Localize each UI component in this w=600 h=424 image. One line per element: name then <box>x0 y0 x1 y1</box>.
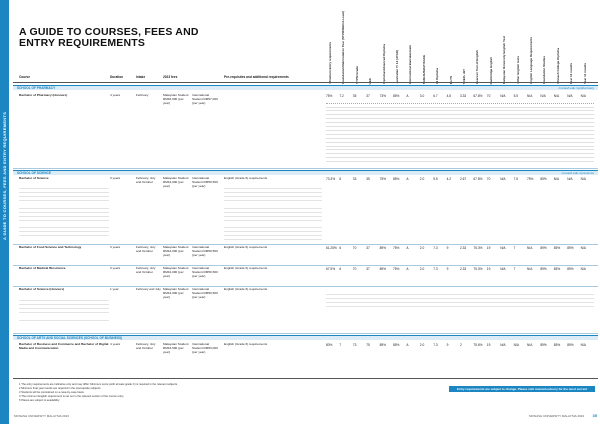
vertical-col-header <box>475 4 481 84</box>
value-cell: 67.5% <box>326 267 336 271</box>
vertical-col-header <box>368 4 374 84</box>
vertical-col-header <box>395 4 401 84</box>
vertical-col-label: SAM/AUSMAT/SACE <box>421 54 426 84</box>
value-cell: 6 <box>339 267 342 271</box>
fee-intl: International Student RM50,500 (per year) <box>192 245 218 257</box>
sidebar-strip <box>0 0 9 424</box>
fee-local: Malaysian Student RM43,500 (per year) <box>163 342 189 354</box>
footnote: 5 Places are subject to availability. <box>19 398 60 402</box>
duration: 4 years <box>110 342 121 346</box>
vertical-col-label: UEC <box>368 77 373 84</box>
vertical-col-label: Foundation/Matriculation Year (STPM/UEC/A-Level) <box>341 11 346 84</box>
value-cell: 70 <box>486 177 491 181</box>
section-link[interactable]: monash.edu.my/science <box>561 171 594 175</box>
value-cell: 9 <box>446 267 449 271</box>
value-cell: 75% <box>393 246 400 250</box>
vertical-col-label: English Language Requirements <box>529 37 533 84</box>
fee-intl: International Student RM53,000 (per year) <box>192 342 218 354</box>
section-link[interactable]: monash.edu.my/pharmacy <box>558 86 594 90</box>
value-cell: 9 <box>446 246 449 250</box>
entry: English (Grade 6) requirements <box>224 245 268 249</box>
page-number-right: 35 <box>592 413 597 418</box>
value-cell: N/A <box>580 267 586 271</box>
value-cell: 3.33 <box>460 94 467 98</box>
value-cell: N/A <box>580 246 586 250</box>
entry-notes <box>224 182 322 242</box>
section-name: SCHOOL OF PHARMACY <box>17 86 56 90</box>
values-row-1 <box>326 177 596 181</box>
value-cell: 89% <box>379 267 386 271</box>
vertical-col-label: Year 11 results <box>582 62 587 84</box>
duration: 4 years <box>110 93 121 97</box>
col-entry: Pre-requisites and additional requirements <box>224 75 289 79</box>
vertical-col-label: Malaysian University English Test <box>502 35 507 84</box>
value-cell: A <box>406 343 409 347</box>
value-cell: 73.3% <box>326 177 336 181</box>
value-cell: 19 <box>486 267 491 271</box>
sidebar-label: A GUIDE TO COURSES, FEES AND ENTRY REQUIREMENTS <box>2 111 7 240</box>
vertical-col-header <box>542 4 548 84</box>
col-fees: 2023 fees <box>163 75 178 79</box>
value-cell: 6.7 <box>433 94 438 98</box>
intake: February, July and October <box>136 176 156 184</box>
value-cell: 2.33 <box>460 246 467 250</box>
value-cell: N/A <box>500 246 506 250</box>
entry: English (Grade 6) requirements <box>224 176 268 180</box>
duration: 3 years <box>110 176 121 180</box>
vertical-col-header <box>502 4 508 84</box>
col-course: Course <box>19 75 30 79</box>
vertical-col-header <box>328 4 334 84</box>
vertical-col-header <box>408 4 414 84</box>
section-pharmacy <box>13 85 598 90</box>
value-cell: 4.2 <box>446 177 452 181</box>
vertical-col-label: International Baccalaureate <box>408 44 413 84</box>
fee-local: Malaysian Student RM46,000 (per year) <box>163 93 189 105</box>
footnote: 3 Students will be considered on a case-by-case basis. <box>19 390 85 394</box>
values-row-3 <box>326 267 596 271</box>
value-cell: 37 <box>366 246 370 250</box>
vertical-col-label: Other English tests <box>515 56 520 84</box>
fee-intl: International Student RM50,500 (per year) <box>192 287 218 299</box>
value-cell: 19 <box>486 343 491 347</box>
vertical-col-header <box>435 4 441 84</box>
value-cell: N/A <box>500 343 506 347</box>
value-cell: 7 <box>339 343 342 347</box>
specialisation-list <box>19 294 109 324</box>
vertical-col-label: Diploma/Advanced Diploma <box>381 44 386 84</box>
value-cell: 85% <box>393 177 400 181</box>
course-name: Bachelor of Science <box>19 176 49 180</box>
course-name: Bachelor of Science (Honours) <box>19 287 65 291</box>
entry: English (Grade 6) requirements <box>224 266 268 270</box>
value-cell: N/A <box>580 343 586 347</box>
pharmacy-notes <box>326 102 594 166</box>
vertical-col-label: IELTS <box>448 75 453 84</box>
value-cell: N/A <box>580 177 586 181</box>
vertical-col-label: Foundation Studies <box>542 56 547 84</box>
fee-intl: International Student RM50,500 (per year) <box>192 266 218 278</box>
course-name: Bachelor of Medical Bioscience <box>19 266 66 270</box>
vertical-col-header <box>355 4 361 84</box>
value-cell: N/A <box>500 177 506 181</box>
page-number-left: 34 <box>3 413 8 418</box>
footer-left-text: MONASH UNIVERSITY MALAYSIA 2023 <box>14 414 69 418</box>
header-rule <box>13 82 598 83</box>
value-cell: 70 <box>352 246 357 250</box>
value-cell: N/A <box>513 343 519 347</box>
duration: 3 years <box>110 266 121 270</box>
value-cell: 85% <box>393 343 400 347</box>
value-cell: 89% <box>540 246 547 250</box>
col-duration: Duration <box>110 75 124 79</box>
vertical-col-label: Minimum Entry requirements <box>328 42 332 84</box>
value-cell: 89% <box>540 343 547 347</box>
value-cell: 9 <box>446 343 449 347</box>
value-cell: 75% <box>326 94 333 98</box>
value-cell: 7 <box>513 267 516 271</box>
vertical-col-label: Year 12 results <box>569 62 574 84</box>
value-cell: N/A <box>527 94 533 98</box>
intake: February, July and October <box>136 245 156 253</box>
value-cell: 5.5 <box>433 177 438 181</box>
value-cell: 75 <box>366 343 370 347</box>
intake: February, July and October <box>136 342 156 350</box>
vertical-col-label: STPM Grade <box>354 66 359 84</box>
value-cell: 85% <box>393 94 400 98</box>
duration: 1 year <box>110 287 119 291</box>
value-cell: 7.3 <box>433 267 438 271</box>
fee-local: Malaysian Student RM44,000 (per year) <box>163 266 189 278</box>
value-cell: 75.3% <box>473 246 483 250</box>
course-name: Bachelor of Business and Commerce and Bachelor of Digital Media and Communication <box>19 342 109 350</box>
value-cell: N/A <box>500 267 506 271</box>
col-intake: Intake <box>136 75 146 79</box>
vertical-col-label: Australian Yr 12 (ATAR) <box>395 50 399 84</box>
value-cell: 2.0 <box>419 343 425 347</box>
value-cell: N/A <box>567 177 573 181</box>
value-cell: 2.0 <box>419 177 425 181</box>
value-cell: A <box>406 177 409 181</box>
intake: February and July <box>136 287 161 291</box>
course-name: Bachelor of Food Science and Technology <box>19 245 82 249</box>
value-cell: 75% <box>379 177 386 181</box>
value-cell: 67.8% <box>473 177 483 181</box>
value-cell: 19 <box>486 246 491 250</box>
value-cell: 85% <box>553 246 561 250</box>
value-cell: 89% <box>379 246 386 250</box>
footer-right-text: MONASH UNIVERSITY MALAYSIA 2023 <box>529 414 584 418</box>
intake: February <box>136 93 149 97</box>
vertical-col-header <box>516 4 522 84</box>
value-cell: 80% <box>326 343 333 347</box>
value-cell: 7.5 <box>513 177 519 181</box>
value-cell: 7.3 <box>433 246 438 250</box>
value-cell: N/A <box>527 267 533 271</box>
duration: 3 years <box>110 245 121 249</box>
fee-intl: International Student RM50,500 (per year) <box>192 176 218 188</box>
vertical-col-header <box>556 4 562 84</box>
vertical-col-label: Pearson Test of English <box>475 50 480 84</box>
value-cell: 2.0 <box>419 267 425 271</box>
value-cell: 89% <box>567 343 574 347</box>
value-cell: N/A <box>580 94 586 98</box>
value-cell: 67.8% <box>473 94 483 98</box>
value-cell: 35 <box>352 94 357 98</box>
value-cell: 2.67 <box>460 177 467 181</box>
section-arts <box>13 335 598 340</box>
footnote: 4 The minimum English requirement is set out in the relevant section of the course entry. <box>19 394 125 398</box>
footnotes <box>19 383 439 403</box>
value-cell: N/A <box>527 343 533 347</box>
value-cell: 89% <box>379 343 386 347</box>
value-cell: 73% <box>379 94 386 98</box>
value-cell: 5.5 <box>513 94 519 98</box>
vertical-col-header <box>529 4 535 84</box>
value-cell: N/A <box>553 177 560 181</box>
course-name: Bachelor of Pharmacy (Honours) <box>19 93 68 97</box>
value-cell: 75.6% <box>473 343 483 347</box>
vertical-col-label: Monash College Diploma <box>555 48 560 84</box>
values-row-0 <box>326 94 596 98</box>
values-row-2 <box>326 246 596 250</box>
value-cell: 70 <box>352 267 357 271</box>
vertical-col-header <box>422 4 428 84</box>
value-cell: 61.25% <box>326 246 337 250</box>
value-cell: 33 <box>352 177 357 181</box>
entry-note-banner: Entry requirements are subject to change. Please visit monash.edu.my for the most current information. <box>449 386 595 392</box>
vertical-col-label: Cambridge English <box>488 56 493 84</box>
vertical-col-header <box>449 4 455 84</box>
value-cell: N/A <box>553 94 560 98</box>
entry: English (Grade 6) requirements <box>224 342 268 346</box>
vertical-col-label: IB Diploma <box>435 68 440 84</box>
entry: English (Grade 6) requirements <box>224 287 268 291</box>
vertical-col-header <box>382 4 388 84</box>
value-cell: 89% <box>540 267 547 271</box>
vertical-col-header <box>583 4 589 84</box>
fee-local: Malaysian Student RM44,000 (per year) <box>163 176 189 188</box>
fee-local: Malaysian Student RM44,000 (per year) <box>163 245 189 257</box>
value-cell: 7.2 <box>339 94 344 98</box>
value-cell: 85% <box>553 343 561 347</box>
value-cell: A <box>406 94 409 98</box>
value-cell: 85% <box>540 177 547 181</box>
value-cell: 70 <box>486 94 491 98</box>
vertical-col-header <box>462 4 468 84</box>
fee-intl: International Student RM57,000 (per year) <box>192 93 218 105</box>
value-cell: 6 <box>339 177 342 181</box>
footnote: 2 Minimum final year results are required in the prerequisite subjects. <box>19 386 102 390</box>
value-cell: 3.0 <box>419 94 425 98</box>
value-cell: A <box>406 267 409 271</box>
value-cell: 37 <box>366 267 370 271</box>
page-title-line2: ENTRY REQUIREMENTS <box>19 37 146 49</box>
value-cell: N/A <box>567 94 573 98</box>
section-name: SCHOOL OF SCIENCE <box>17 171 51 175</box>
majors-list <box>19 182 109 236</box>
value-cell: 75% <box>527 177 534 181</box>
intake: February, July and October <box>136 266 156 274</box>
value-cell: 7.3 <box>433 343 438 347</box>
fee-local: Malaysian Student RM44,000 (per year) <box>163 287 189 299</box>
section-science <box>13 170 598 175</box>
value-cell: 2 <box>460 343 462 347</box>
value-cell: A <box>406 246 409 250</box>
value-cell: N/A <box>527 246 533 250</box>
vertical-col-header <box>569 4 575 84</box>
value-cell: 73 <box>352 343 357 347</box>
honours-notes <box>326 288 594 312</box>
value-cell: 7 <box>513 246 516 250</box>
page-title-line1: A GUIDE TO COURSES, FEES AND <box>19 26 199 38</box>
value-cell: 2.0 <box>419 246 425 250</box>
vertical-col-header <box>489 4 495 84</box>
value-cell: 75% <box>393 267 400 271</box>
values-row-5 <box>326 343 596 347</box>
vertical-col-label: TOEFL iBT <box>462 68 466 84</box>
page-title <box>19 27 219 49</box>
value-cell: 37 <box>366 94 370 98</box>
value-cell: N/A <box>500 94 506 98</box>
value-cell: 85% <box>553 267 561 271</box>
footnote: 1 The entry requirements are indicative only and may differ. Minimum score (with at least grade C) is required in the relevant subjects. <box>19 383 178 386</box>
vertical-col-header <box>341 4 347 84</box>
value-cell: 4.8 <box>446 94 452 98</box>
value-cell: 6 <box>339 246 342 250</box>
value-cell: 89% <box>567 267 574 271</box>
value-cell: 35 <box>366 177 370 181</box>
value-cell: N/A <box>540 94 546 98</box>
value-cell: 89% <box>567 246 574 250</box>
value-cell: 2.33 <box>460 267 467 271</box>
value-cell: 75.3% <box>473 267 483 271</box>
section-name: SCHOOL OF ARTS AND SOCIAL SCIENCES (SCHOOL OF BUSINESS) <box>17 336 123 340</box>
